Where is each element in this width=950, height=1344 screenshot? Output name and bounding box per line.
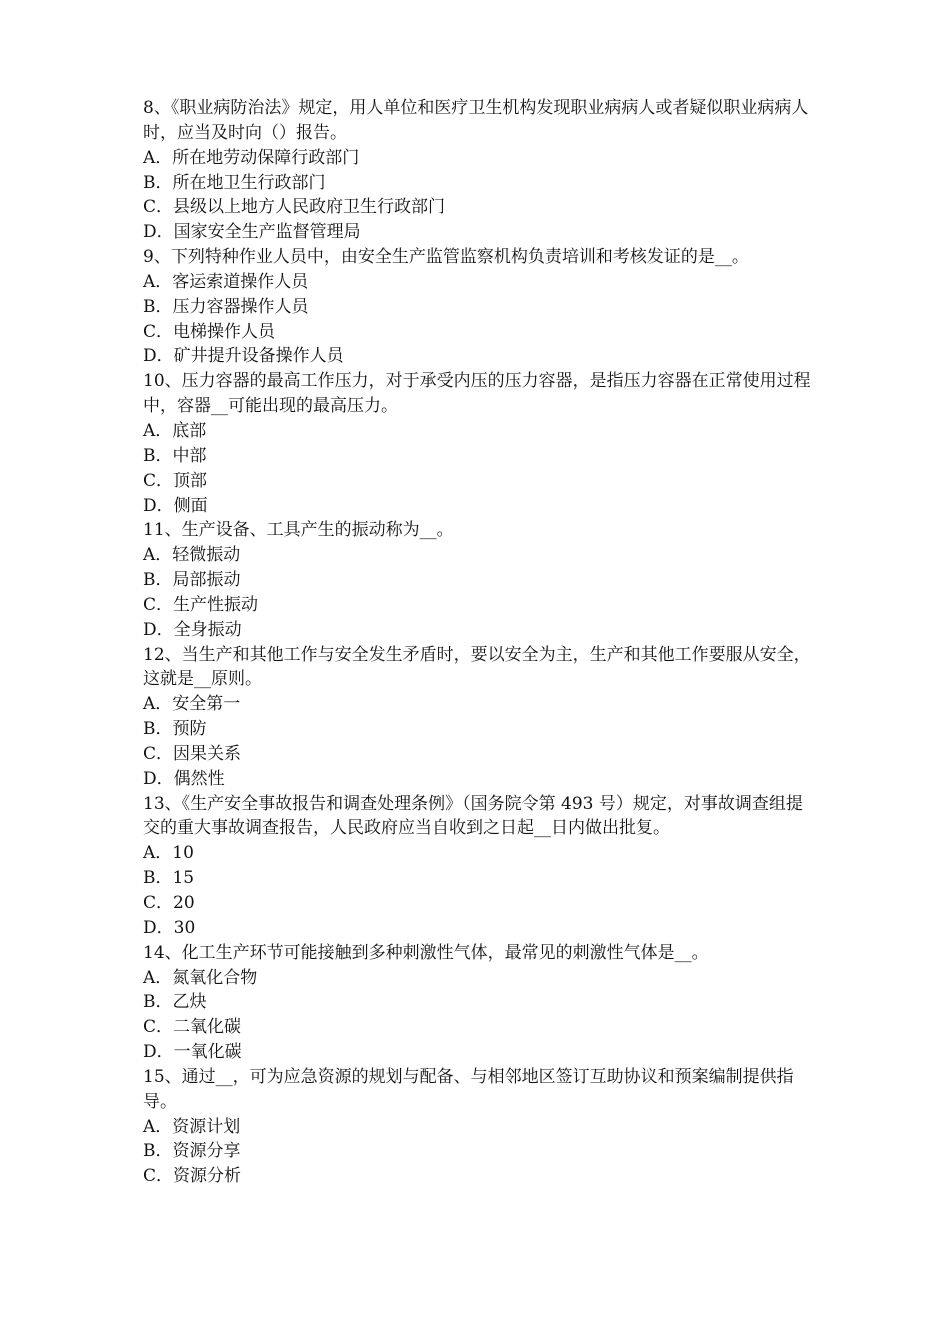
option-d: D．侧面 xyxy=(143,495,208,516)
option-b: B．乙炔 xyxy=(143,992,207,1013)
option-d: D．矿井提升设备操作人员 xyxy=(143,346,344,367)
question-8 xyxy=(143,96,815,245)
question-stem: 8、《职业病防治法》规定，用人单位和医疗卫生机构发现职业病病人或者疑似职业病病人时，应当及时向（）报告。 xyxy=(143,98,809,143)
option-a: A．轻微振动 xyxy=(143,545,241,566)
option-a: A．氮氧化合物 xyxy=(143,967,258,988)
question-11 xyxy=(143,518,815,642)
question-9 xyxy=(143,245,815,369)
option-b: B．所在地卫生行政部门 xyxy=(143,172,326,193)
option-b: B．资源分享 xyxy=(143,1141,241,1162)
option-a: A．所在地劳动保障行政部门 xyxy=(143,147,360,168)
question-stem: 14、化工生产环节可能接触到多种刺激性气体，最常见的刺激性气体是__。 xyxy=(143,942,709,963)
option-b: B．15 xyxy=(143,868,195,889)
option-d: D．30 xyxy=(143,917,196,938)
question-13 xyxy=(143,792,815,941)
option-a: A．客运索道操作人员 xyxy=(143,271,309,292)
question-12 xyxy=(143,643,815,792)
option-c: C．顶部 xyxy=(143,470,208,491)
question-stem: 15、通过__，可为应急资源的规划与配备、与相邻地区签订互助协议和预案编制提供指导。 xyxy=(143,1066,794,1112)
option-d: D．全身振动 xyxy=(143,619,242,640)
option-b: B．局部振动 xyxy=(143,570,241,591)
option-b: B．中部 xyxy=(143,445,207,466)
question-stem: 9、下列特种作业人员中，由安全生产监管监察机构负责培训和考核发证的是__。 xyxy=(143,247,749,268)
question-14 xyxy=(143,941,815,1065)
option-c: C．资源分析 xyxy=(143,1166,242,1187)
question-stem: 12、当生产和其他工作与安全发生矛盾时，要以安全为主，生产和其他工作要服从安全，这就是__原则。 xyxy=(143,644,811,690)
question-stem: 13、《生产安全事故报告和调查处理条例》（国务院令第 493 号）规定，对事故调查组提交的重大事故调查报告，人民政府应当自收到之日起__日内做出批复。 xyxy=(143,793,803,839)
option-d: D．国家安全生产监督管理局 xyxy=(143,222,361,243)
option-c: C．二氧化碳 xyxy=(143,1017,242,1038)
option-c: C．因果关系 xyxy=(143,743,242,764)
option-d: D．一氧化碳 xyxy=(143,1042,242,1063)
option-b: B．压力容器操作人员 xyxy=(143,296,309,317)
document-page xyxy=(143,96,815,1189)
option-a: A．底部 xyxy=(143,420,207,441)
option-a: A．安全第一 xyxy=(143,694,241,715)
question-stem: 11、生产设备、工具产生的振动称为__。 xyxy=(143,520,454,541)
option-d: D．偶然性 xyxy=(143,768,225,789)
option-c: C．电梯操作人员 xyxy=(143,321,276,342)
option-a: A．资源计划 xyxy=(143,1116,241,1137)
option-a: A．10 xyxy=(143,843,194,864)
option-b: B．预防 xyxy=(143,719,207,740)
question-10 xyxy=(143,369,815,518)
question-15 xyxy=(143,1065,815,1189)
option-c: C．生产性振动 xyxy=(143,594,259,615)
question-stem: 10、压力容器的最高工作压力，对于承受内压的压力容器，是指压力容器在正常使用过程中，容器__可能出现的最高压力。 xyxy=(143,371,811,417)
option-c: C．县级以上地方人民政府卫生行政部门 xyxy=(143,197,446,218)
option-c: C．20 xyxy=(143,893,195,913)
